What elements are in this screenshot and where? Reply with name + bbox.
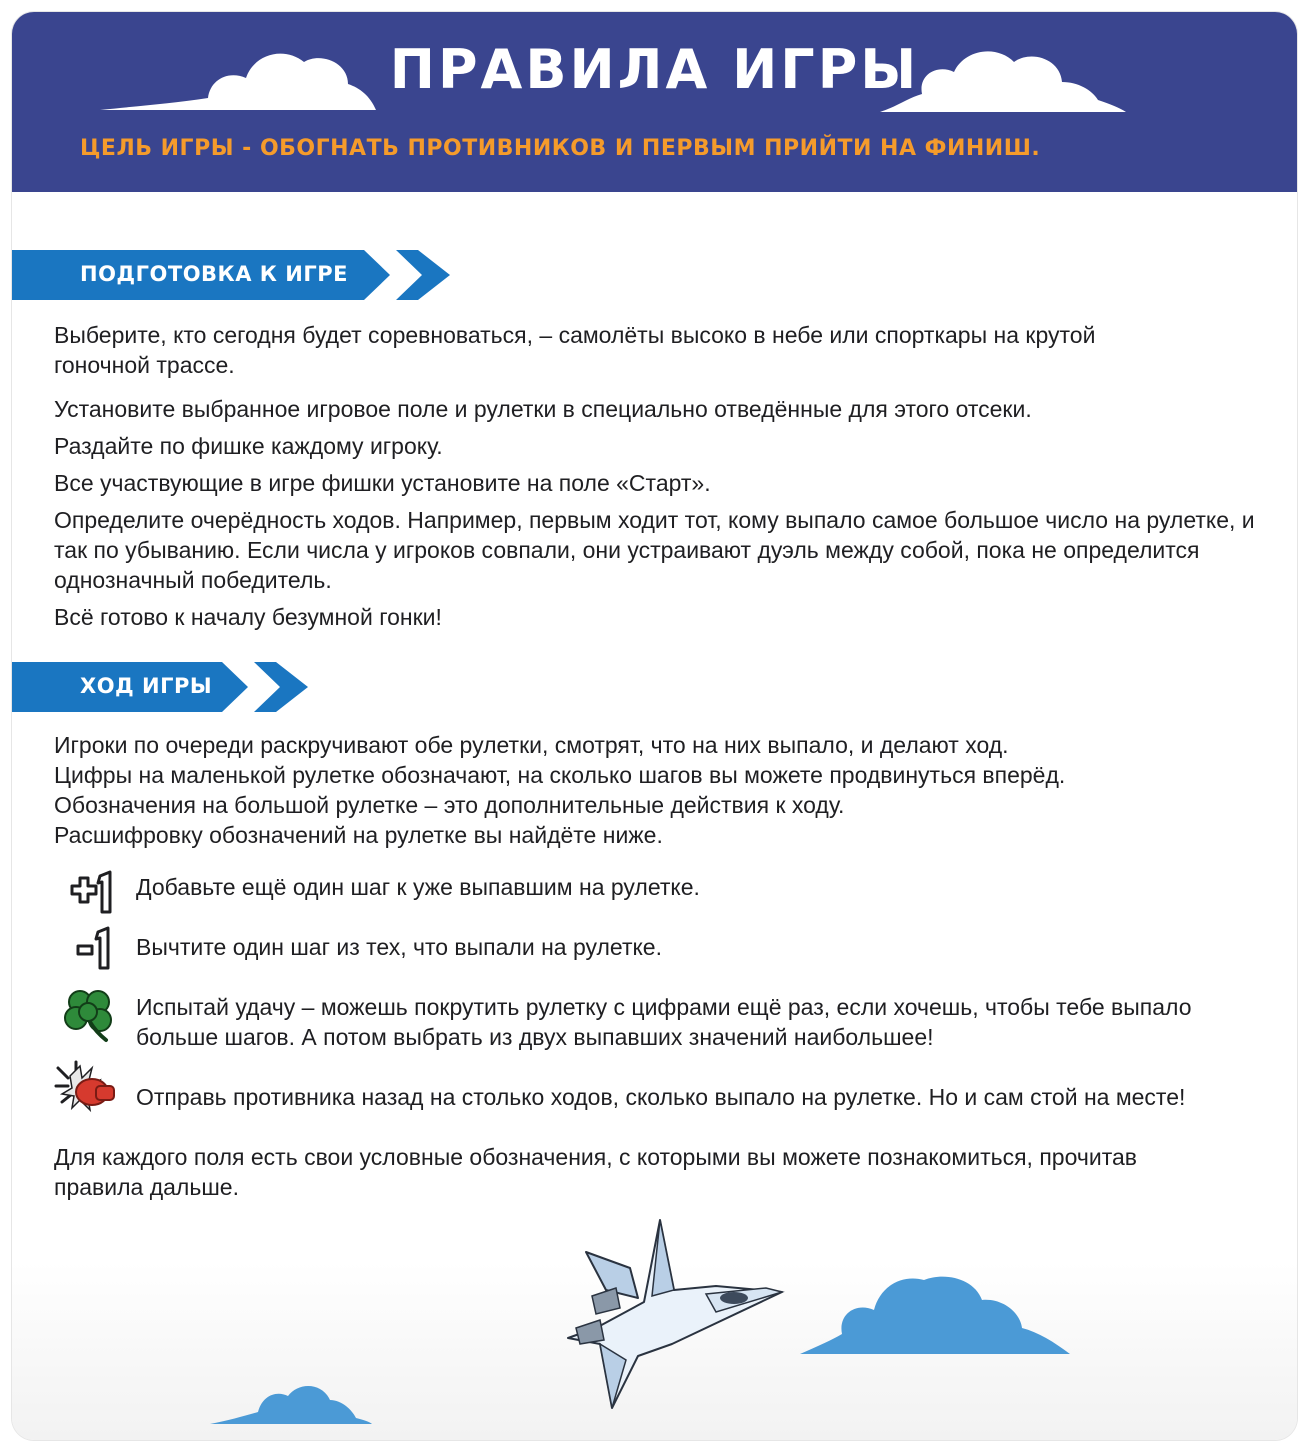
rules-card bbox=[12, 12, 1297, 1440]
legend-text-minus-one: Вычтите один шаг из тех, что выпали на рулетке. bbox=[136, 934, 662, 960]
gameplay-line-2: Цифры на маленькой рулетке обозначают, на сколько шагов вы можете продвинуться вперёд. bbox=[54, 762, 1066, 788]
prep-paragraph-3: Раздайте по фишке каждому игроку. bbox=[54, 433, 443, 459]
section-label-preparation bbox=[12, 250, 452, 300]
header-banner bbox=[12, 12, 1297, 192]
gameplay-footer: Для каждого поля есть свои условные обозначения, с которыми вы можете познакомиться, прочитав правила дальше. bbox=[54, 1144, 1137, 1200]
cloud-small-icon bbox=[208, 1378, 374, 1426]
prep-paragraph-2: Установите выбранное игровое поле и рулетки в специально отведённые для этого отсеки. bbox=[54, 396, 1032, 422]
plus-one-icon bbox=[68, 870, 118, 916]
boxing-glove-icon bbox=[52, 1058, 118, 1114]
section-label-gameplay bbox=[12, 662, 312, 712]
clover-icon bbox=[60, 986, 118, 1044]
gameplay-line-1: Игроки по очереди раскручивают обе рулетки, смотрят, что на них выпало, и делают ход. bbox=[54, 732, 1009, 758]
cloud-large-icon bbox=[798, 1270, 1072, 1356]
gameplay-line-4: Расшифровку обозначений на рулетке вы найдёте ниже. bbox=[54, 822, 663, 848]
section-heading-gameplay: ХОД ИГРЫ bbox=[80, 674, 213, 698]
legend-text-glove: Отправь противника назад на столько ходов, сколько выпало на рулетке. Но и сам стой на месте! bbox=[136, 1084, 1186, 1110]
prep-paragraph-1: Выберите, кто сегодня будет соревноваться, – самолёты высоко в небе или спорткары на крутой гоночной трассе. bbox=[54, 322, 1096, 378]
prep-paragraph-5: Определите очерёдность ходов. Например, первым ходит тот, кому выпало самое большое число на рулетке, и так по убыванию. Если числа у игроков совпали, они устраивают дуэль между собой, пока не определится однозначный победитель. bbox=[54, 507, 1255, 593]
section-heading-preparation: ПОДГОТОВКА К ИГРЕ bbox=[80, 262, 348, 286]
svg-text:+1: +1 bbox=[68, 870, 70, 871]
gameplay-line-3: Обозначения на большой рулетке – это дополнительные действия к ходу. bbox=[54, 792, 845, 818]
game-goal: ЦЕЛЬ ИГРЫ - ОБОГНАТЬ ПРОТИВНИКОВ И ПЕРВЫМ ПРИЙТИ НА ФИНИШ. bbox=[80, 136, 1041, 161]
svg-text:-1: -1 bbox=[76, 926, 77, 927]
legend-text-clover: Испытай удачу – можешь покрутить рулетку с цифрами ещё раз, если хочешь, чтобы тебе выпало больше шагов. А потом выбрать из двух выпавших значений наибольшее! bbox=[136, 994, 1192, 1050]
legend-text-plus-one: Добавьте ещё один шаг к уже выпавшим на рулетке. bbox=[136, 874, 700, 900]
prep-paragraph-4: Все участвующие в игре фишки установите на поле «Старт». bbox=[54, 470, 711, 496]
minus-one-icon bbox=[76, 926, 118, 972]
page-title: ПРАВИЛА ИГРЫ bbox=[389, 38, 920, 101]
prep-paragraph-6: Всё готово к началу безумной гонки! bbox=[54, 604, 442, 630]
fighter-jet-icon bbox=[556, 1216, 788, 1412]
